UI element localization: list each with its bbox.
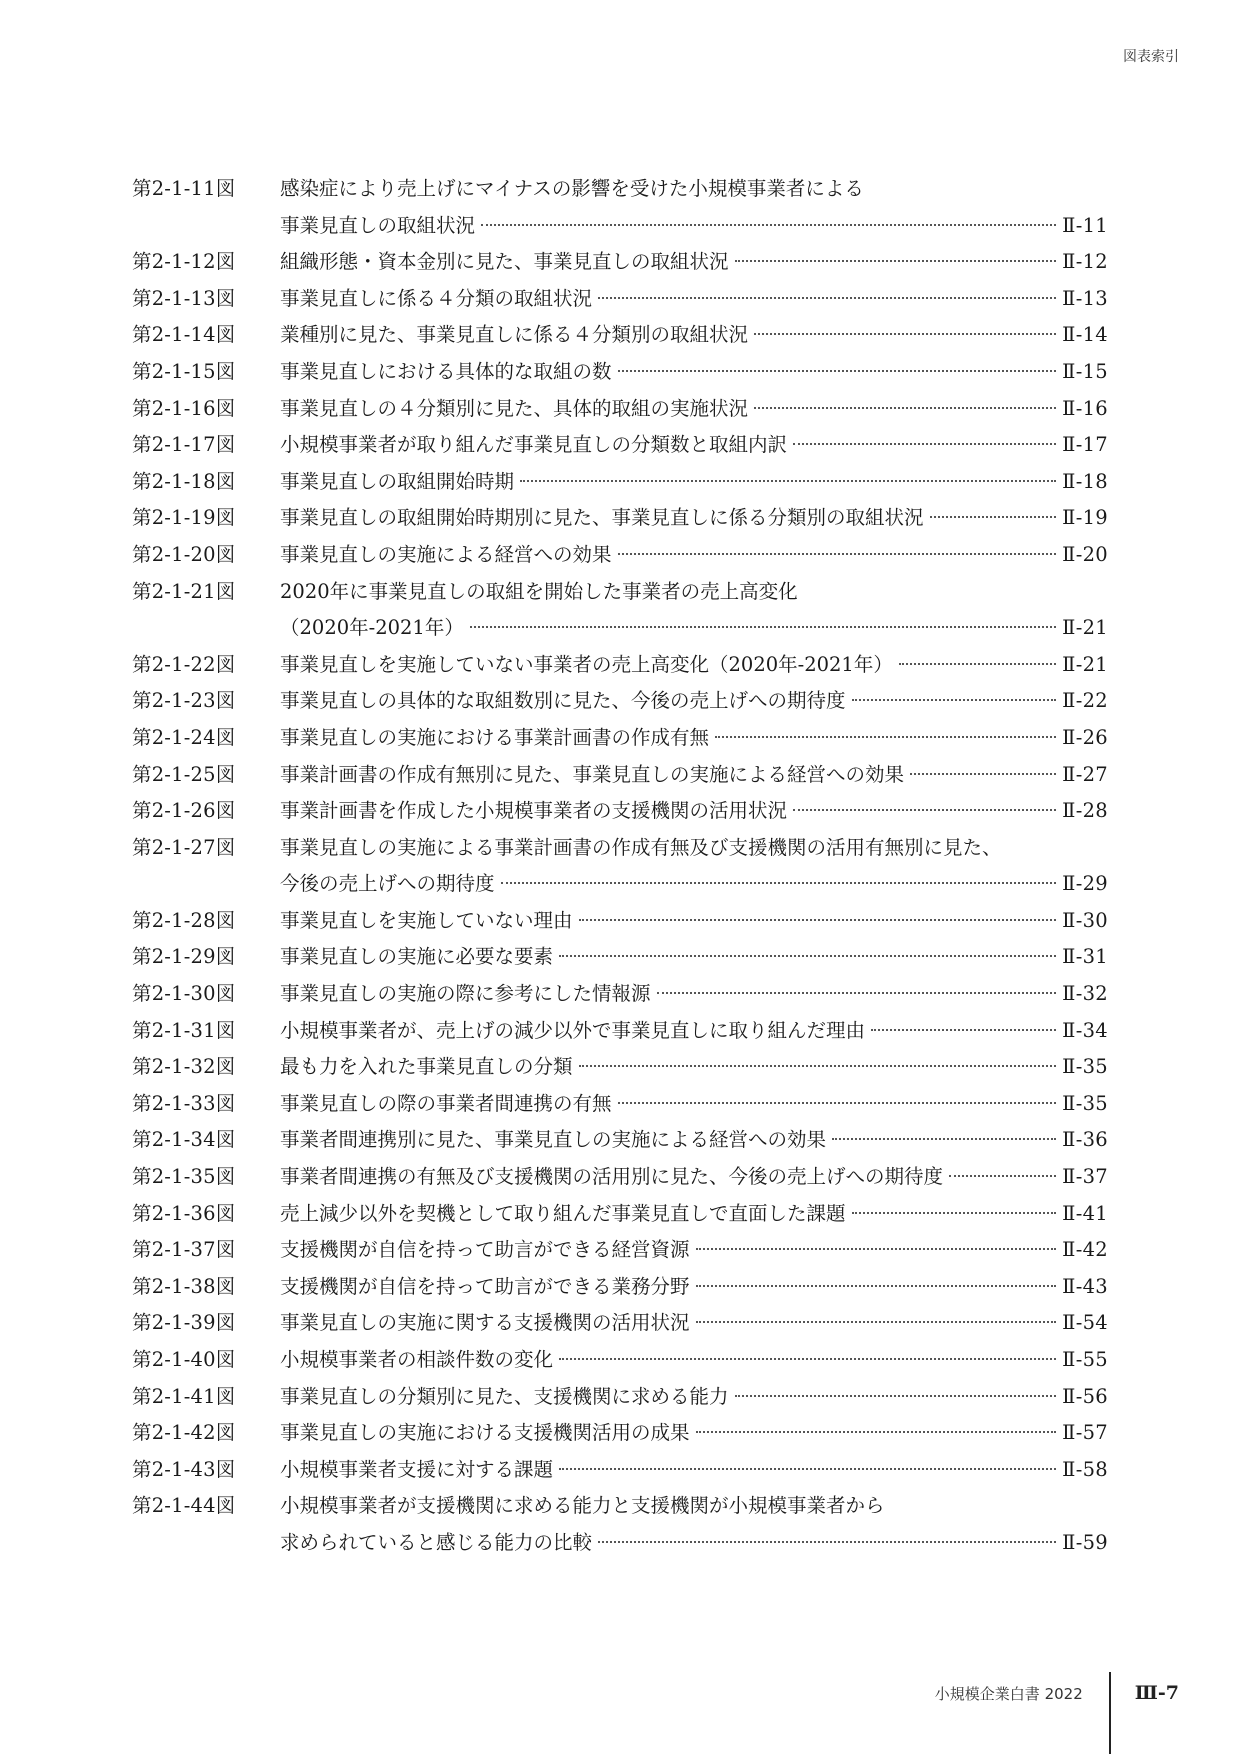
index-entry-line [132,720,1108,757]
dot-leader [715,736,1056,738]
figure-title: 事業見直しの際の事業者間連携の有無 [280,1091,612,1115]
dot-leader [793,443,1056,445]
index-entry [132,1305,1108,1342]
page-reference: Ⅱ-43 [1062,1274,1108,1298]
index-entry-line [132,647,1108,684]
index-entry [132,830,1108,903]
figure-number: 第2-1-41図 [132,1384,236,1408]
page-footer [935,1672,1179,1714]
dot-leader [852,699,1057,701]
figure-number: 第2-1-21図 [132,579,236,603]
dot-leader [793,809,1056,811]
figure-title: 事業計画書を作成した小規模事業者の支援機関の活用状況 [280,799,788,823]
index-entry-line [132,866,1108,903]
dot-leader [696,1431,1057,1433]
dot-leader [657,992,1057,994]
index-entry [132,1452,1108,1489]
index-entry-line [132,1488,1108,1525]
page-reference: Ⅱ-34 [1062,1018,1108,1042]
figure-number: 第2-1-37図 [132,1238,236,1262]
figure-title: 事業見直しの実施の際に参考にした情報源 [280,982,651,1006]
dot-leader [696,1321,1057,1323]
page-reference: Ⅱ-30 [1062,908,1108,932]
dot-leader [559,1468,1056,1470]
index-entry [132,793,1108,830]
figure-title: 事業見直しを実施していない理由 [280,908,573,932]
page-reference: Ⅱ-42 [1062,1238,1108,1262]
dot-leader [735,260,1057,262]
figure-title: 事業見直しの実施における事業計画書の作成有無 [280,725,710,749]
index-entry [132,1049,1108,1086]
index-entry [132,939,1108,976]
page-reference: Ⅱ-12 [1062,250,1108,274]
figure-title: 2020年に事業見直しの取組を開始した事業者の売上高変化 [280,579,798,603]
index-entry-line [132,208,1108,245]
index-entry-line [132,464,1108,501]
dot-leader [520,480,1056,482]
dot-leader [930,516,1057,518]
figure-number: 第2-1-18図 [132,469,236,493]
index-entry-line [132,1196,1108,1233]
index-entry-line [132,574,1108,611]
figure-title: 今後の売上げへの期待度 [280,872,495,896]
figure-number: 第2-1-20図 [132,542,236,566]
figure-number: 第2-1-27図 [132,835,236,859]
figure-number: 第2-1-33図 [132,1091,236,1115]
index-entry-line [132,1122,1108,1159]
dot-leader [618,1102,1057,1104]
index-entry [132,1415,1108,1452]
index-entry-line [132,537,1108,574]
figure-number: 第2-1-44図 [132,1494,236,1518]
figure-number: 第2-1-19図 [132,506,236,530]
figure-number: 第2-1-26図 [132,799,236,823]
dot-leader [470,626,1056,628]
page-reference: Ⅱ-19 [1062,506,1108,530]
figure-number: 第2-1-31図 [132,1018,236,1042]
index-entry [132,1488,1108,1561]
index-entry [132,720,1108,757]
index-entry-line [132,1269,1108,1306]
dot-leader [871,1029,1056,1031]
index-entry-line [132,171,1108,208]
dot-leader [852,1212,1057,1214]
figure-title: 支援機関が自信を持って助言ができる業務分野 [280,1274,690,1298]
index-entry-line [132,1049,1108,1086]
index-entry-line [132,281,1108,318]
page-reference: Ⅱ-11 [1062,213,1108,237]
figure-number: 第2-1-13図 [132,286,236,310]
figure-title: 事業者間連携の有無及び支援機関の活用別に見た、今後の売上げへの期待度 [280,1165,944,1189]
page-reference: Ⅱ-21 [1062,616,1108,640]
figure-title: 事業見直しの実施による経営への効果 [280,542,612,566]
dot-leader [696,1285,1057,1287]
figure-number: 第2-1-22図 [132,652,236,676]
page-reference: Ⅱ-37 [1062,1165,1108,1189]
index-entry [132,281,1108,318]
figure-title: 事業見直しの実施に関する支援機関の活用状況 [280,1311,690,1335]
dot-leader [754,407,1056,409]
figure-number: 第2-1-11図 [132,177,236,200]
figure-number: 第2-1-16図 [132,396,236,420]
dot-leader [579,1065,1057,1067]
figure-title: 求められていると感じる能力の比較 [280,1530,593,1554]
index-entry [132,1013,1108,1050]
index-entry [132,1269,1108,1306]
dot-leader [598,1541,1056,1543]
figure-title: 感染症により売上げにマイナスの影響を受けた小規模事業者による [280,177,864,200]
page-number: Ⅲ-7 [1134,1682,1179,1704]
index-entry-line [132,1415,1108,1452]
page-reference: Ⅱ-56 [1062,1384,1108,1408]
dot-leader [910,773,1056,775]
page-reference: Ⅱ-29 [1062,872,1108,896]
figure-title: 事業見直しを実施していない事業者の売上高変化（2020年-2021年） [280,652,893,676]
figure-title: 事業者間連携別に見た、事業見直しの実施による経営への効果 [280,1128,827,1152]
figure-number: 第2-1-43図 [132,1457,236,1481]
dot-leader [832,1138,1056,1140]
figure-title: 小規模事業者支援に対する課題 [280,1457,554,1481]
figure-number: 第2-1-23図 [132,689,236,713]
page-reference: Ⅱ-35 [1062,1055,1108,1079]
index-entry-line [132,1086,1108,1123]
figure-title: 事業見直しの分類別に見た、支援機関に求める能力 [280,1384,729,1408]
figure-number: 第2-1-36図 [132,1201,236,1225]
index-entry-line [132,500,1108,537]
page-reference: Ⅱ-17 [1062,433,1108,457]
index-entry-line [132,427,1108,464]
index-entry-line [132,610,1108,647]
index-entry [132,244,1108,281]
figure-number: 第2-1-38図 [132,1274,236,1298]
index-entry-line [132,391,1108,428]
index-entry-line [132,1232,1108,1269]
figure-number: 第2-1-25図 [132,762,236,786]
index-entry [132,647,1108,684]
figure-number: 第2-1-35図 [132,1165,236,1189]
figure-title: 小規模事業者が支援機関に求める能力と支援機関が小規模事業者から [280,1494,885,1518]
index-entry-line [132,1013,1108,1050]
figure-index-list [132,171,1108,1562]
page-reference: Ⅱ-59 [1062,1530,1108,1554]
figure-number: 第2-1-34図 [132,1128,236,1152]
figure-title: 事業見直しの実施による事業計画書の作成有無及び支援機関の活用有無別に見た、 [280,835,1002,859]
page-reference: Ⅱ-28 [1062,799,1108,823]
figure-title: 小規模事業者の相談件数の変化 [280,1348,554,1371]
index-entry [132,537,1108,574]
index-entry-line [132,683,1108,720]
dot-leader [618,553,1057,555]
index-entry-line [132,793,1108,830]
figure-title: 小規模事業者が取り組んだ事業見直しの分類数と取組内訳 [280,433,788,457]
figure-title: 事業見直しに係る４分類の取組状況 [280,286,593,310]
figure-title: （2020年-2021年） [280,616,464,640]
figure-title: 事業見直しの実施における支援機関活用の成果 [280,1421,690,1445]
page-reference: Ⅱ-14 [1062,323,1108,347]
page-reference: Ⅱ-31 [1062,945,1108,969]
index-entry [132,903,1108,940]
page-reference: Ⅱ-32 [1062,982,1108,1006]
dot-leader [501,882,1057,884]
figure-number: 第2-1-17図 [132,433,236,457]
index-entry [132,354,1108,391]
page-reference: Ⅱ-54 [1062,1311,1108,1335]
index-entry [132,1379,1108,1416]
index-entry [132,1342,1108,1379]
page-reference: Ⅱ-58 [1062,1457,1108,1481]
dot-leader [735,1395,1057,1397]
figure-title: 業種別に見た、事業見直しに係る４分類別の取組状況 [280,323,749,347]
running-title: 図表索引 [1123,49,1179,65]
dot-leader [481,224,1056,226]
figure-title: 売上減少以外を契機として取り組んだ事業見直しで直面した課題 [280,1201,846,1225]
index-entry [132,317,1108,354]
figure-title: 事業見直しの取組開始時期 [280,469,515,493]
dot-leader [598,297,1056,299]
index-entry-line [132,354,1108,391]
page-reference: Ⅱ-57 [1062,1421,1108,1445]
figure-title: 支援機関が自信を持って助言ができる経営資源 [280,1238,690,1262]
index-entry [132,574,1108,647]
index-entry-line [132,830,1108,867]
index-entry [132,757,1108,794]
index-entry [132,1086,1108,1123]
index-entry [132,391,1108,428]
page-reference: Ⅱ-20 [1062,542,1108,566]
publication-title: 小規模企業白書 2022 [934,1684,1083,1703]
figure-title: 事業見直しの実施に必要な要素 [280,945,554,969]
index-entry [132,464,1108,501]
figure-title: 事業計画書の作成有無別に見た、事業見直しの実施による経営への効果 [280,762,905,786]
figure-number: 第2-1-30図 [132,982,236,1006]
index-entry-line [132,939,1108,976]
index-entry-line [132,1342,1108,1379]
index-entry [132,1232,1108,1269]
index-entry-line [132,757,1108,794]
page-reference: Ⅱ-36 [1062,1128,1108,1152]
index-entry-line [132,903,1108,940]
index-entry [132,1196,1108,1233]
index-entry-line [132,1525,1108,1562]
page-reference: Ⅱ-41 [1062,1201,1108,1225]
index-entry-line [132,1452,1108,1489]
page-reference: Ⅱ-26 [1062,725,1108,749]
index-entry [132,427,1108,464]
figure-title: 事業見直しの具体的な取組数別に見た、今後の売上げへの期待度 [280,689,846,713]
index-entry-line [132,1305,1108,1342]
page-reference: Ⅱ-21 [1062,652,1108,676]
figure-title: 事業見直しにおける具体的な取組の数 [280,359,612,383]
page-reference: Ⅱ-55 [1062,1348,1108,1371]
figure-number: 第2-1-42図 [132,1421,236,1445]
dot-leader [754,333,1056,335]
figure-title: 組織形態・資本金別に見た、事業見直しの取組状況 [280,250,729,274]
figure-title: 小規模事業者が、売上げの減少以外で事業見直しに取り組んだ理由 [280,1018,866,1042]
page-reference: Ⅱ-27 [1062,762,1108,786]
figure-number: 第2-1-40図 [132,1348,236,1371]
page-reference: Ⅱ-35 [1062,1091,1108,1115]
index-entry [132,683,1108,720]
index-entry [132,1159,1108,1196]
index-entry [132,976,1108,1013]
figure-number: 第2-1-24図 [132,725,236,749]
index-entry-line [132,317,1108,354]
figure-number: 第2-1-15図 [132,359,236,383]
index-entry-line [132,1379,1108,1416]
page-reference: Ⅱ-22 [1062,689,1108,713]
page-reference: Ⅱ-18 [1062,469,1108,493]
figure-number: 第2-1-12図 [132,250,236,274]
dot-leader [899,663,1056,665]
index-entry-line [132,976,1108,1013]
figure-number: 第2-1-14図 [132,323,236,347]
dot-leader [559,955,1056,957]
index-entry-line [132,244,1108,281]
figure-title: 最も力を入れた事業見直しの分類 [280,1055,573,1079]
index-entry [132,500,1108,537]
dot-leader [949,1175,1056,1177]
figure-number: 第2-1-39図 [132,1311,236,1335]
figure-number: 第2-1-29図 [132,945,236,969]
figure-title: 事業見直しの取組状況 [280,213,476,237]
figure-title: 事業見直しの取組開始時期別に見た、事業見直しに係る分類別の取組状況 [280,506,924,530]
page-reference: Ⅱ-16 [1062,396,1108,420]
dot-leader [696,1248,1057,1250]
footer-divider [1109,1672,1111,1754]
dot-leader [579,919,1057,921]
figure-number: 第2-1-28図 [132,908,236,932]
index-entry-line [132,1159,1108,1196]
figure-number: 第2-1-32図 [132,1055,236,1079]
index-entry [132,1122,1108,1159]
dot-leader [618,370,1057,372]
page-reference: Ⅱ-13 [1062,286,1108,310]
page-reference: Ⅱ-15 [1062,359,1108,383]
index-entry [132,171,1108,244]
figure-title: 事業見直しの４分類別に見た、具体的取組の実施状況 [280,396,749,420]
dot-leader [559,1358,1056,1360]
